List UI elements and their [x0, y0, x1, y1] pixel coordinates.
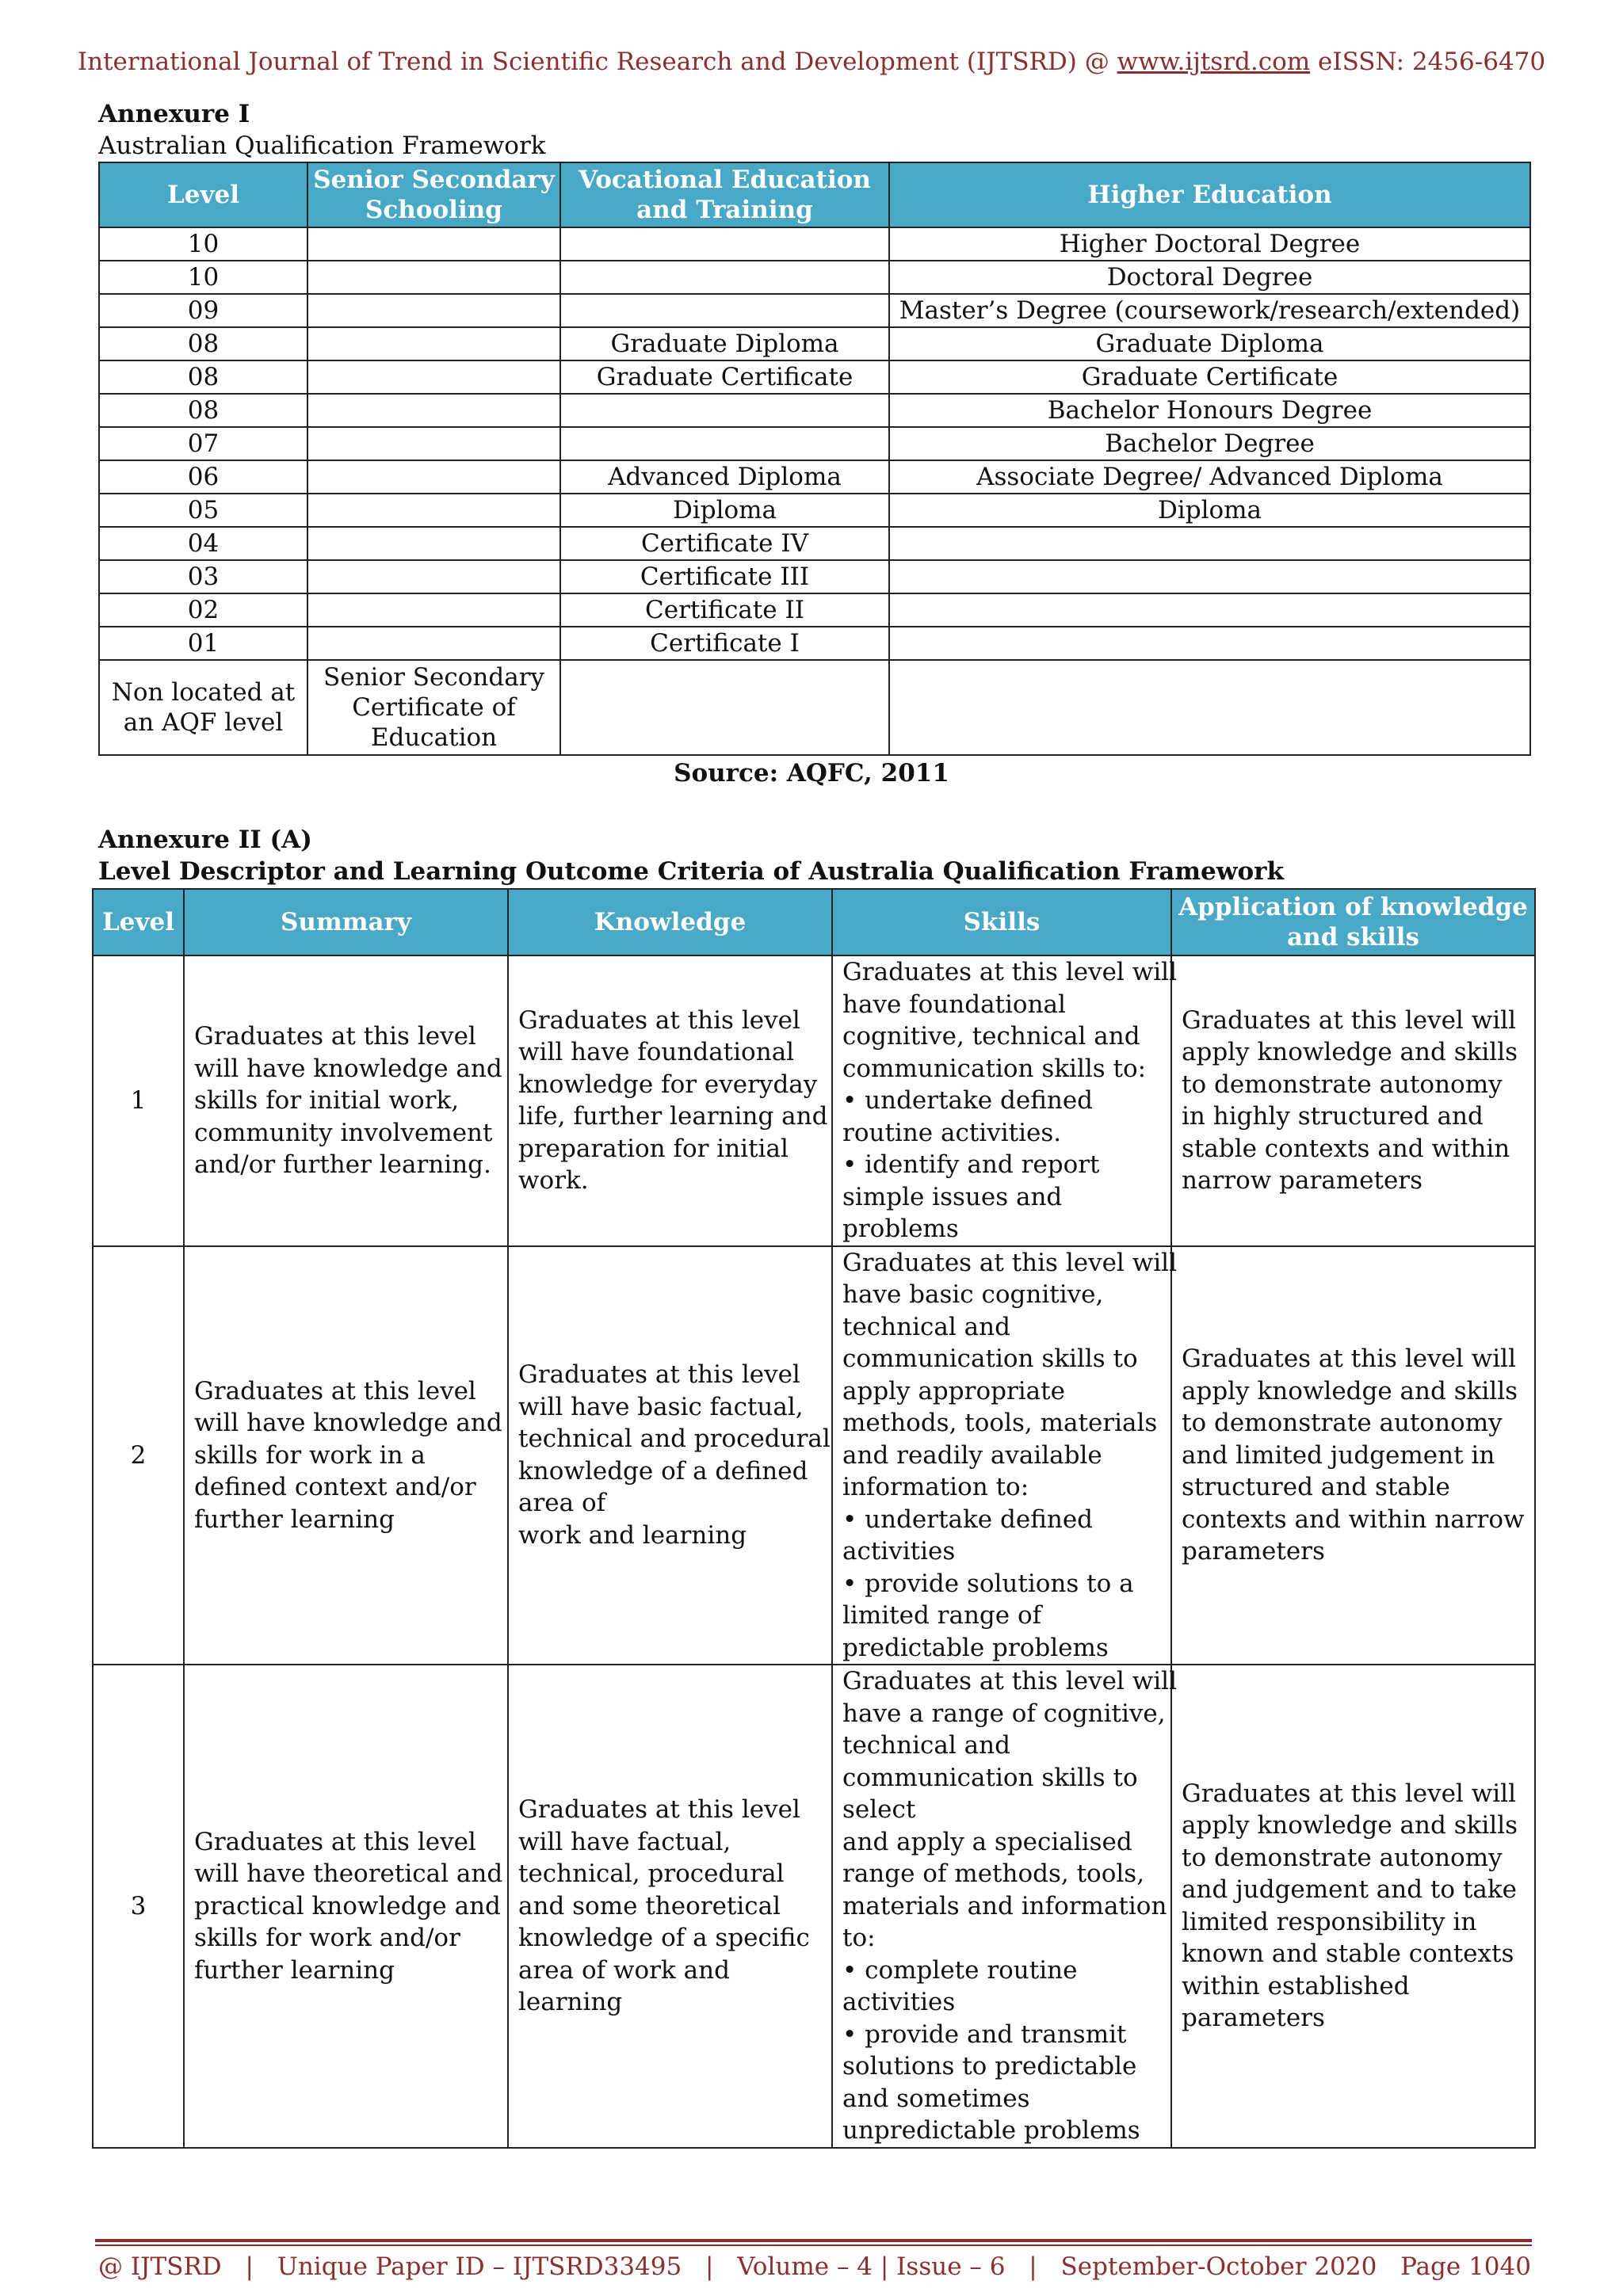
- aqf-cell-level: 05: [99, 494, 307, 527]
- footer-separator: |: [245, 2252, 254, 2281]
- aqf-cell-level: 02: [99, 593, 307, 627]
- aqf-cell-higher-education: Doctoral Degree: [889, 261, 1530, 294]
- ld-cell-summary: [184, 1665, 508, 2148]
- ld-cell-line: to:: [842, 1924, 876, 1952]
- aqf-cell-level: 06: [99, 460, 307, 494]
- aqf-row: [99, 294, 1530, 327]
- aqf-cell-senior-secondary: [307, 460, 560, 494]
- aqf-cell-vocational: Certificate I: [560, 627, 889, 660]
- ld-cell-line: apply knowledge and skills: [1182, 1038, 1518, 1067]
- ld-cell-skills: [832, 1665, 1177, 2148]
- aqf-cell-higher-education: Graduate Certificate: [889, 360, 1530, 394]
- aqf-cell-senior-secondary: Senior Secondary Certificate of Education: [307, 660, 560, 755]
- ld-cell-line: limited range of: [842, 1601, 1042, 1630]
- ld-cell-level: 3: [93, 1665, 184, 2148]
- ld-cell-summary: [184, 1246, 508, 1665]
- ld-cell-line: communication skills to: [842, 1763, 1138, 1792]
- ld-cell-line: activities: [842, 1537, 956, 1566]
- annexure-2-title: Annexure II (A): [98, 826, 312, 854]
- ld-cell-line: and/or further learning.: [194, 1150, 491, 1179]
- ld-cell-summary: [184, 955, 508, 1246]
- ld-col-summary: Summary: [184, 889, 508, 955]
- aqf-row: [99, 327, 1530, 360]
- ld-cell-line: known and stable contexts: [1182, 1939, 1514, 1969]
- ld-cell-line: further learning: [194, 1955, 395, 1985]
- ld-cell-line: Graduates at this level will: [1182, 1344, 1516, 1373]
- ld-cell-line: have foundational: [842, 990, 1066, 1019]
- aqf-row: [99, 593, 1530, 627]
- ld-cell-line: to demonstrate autonomy: [1182, 1070, 1503, 1099]
- ld-cell-line: and sometimes: [842, 2084, 1030, 2113]
- ld-cell-line: Graduates at this level: [194, 1376, 476, 1405]
- aqf-row: [99, 560, 1530, 593]
- ld-cell-line: in highly structured and: [1182, 1102, 1484, 1131]
- aqf-cell-senior-secondary: [307, 560, 560, 593]
- ld-cell-knowledge: [508, 1246, 832, 1665]
- ld-header-row: [93, 889, 1535, 955]
- ld-cell-line: will have theoretical and: [194, 1859, 503, 1888]
- ld-cell-line: work.: [518, 1166, 589, 1196]
- aqf-cell-level: 10: [99, 227, 307, 261]
- aqf-cell-senior-secondary: [307, 527, 560, 560]
- aqf-cell-senior-secondary: [307, 394, 560, 427]
- ld-cell-line: will have knowledge and: [194, 1054, 502, 1083]
- aqf-cell-level: 04: [99, 527, 307, 560]
- ld-cell-line: work and learning: [518, 1520, 747, 1550]
- ld-row: [93, 955, 1535, 1246]
- ld-cell-line: learning: [518, 1988, 623, 2016]
- ld-cell-line: narrow parameters: [1182, 1166, 1423, 1196]
- ld-cell-line: limited responsibility in: [1182, 1907, 1477, 1936]
- ld-cell-line: Graduates at this level: [518, 1360, 800, 1390]
- journal-header: [0, 48, 1623, 76]
- ld-cell-line: methods, tools, materials: [842, 1409, 1158, 1437]
- ld-cell-line: and apply a specialised: [842, 1827, 1132, 1856]
- aqf-cell-vocational: [560, 227, 889, 261]
- ld-cell-line: area of: [518, 1489, 606, 1518]
- aqf-cell-level: 07: [99, 427, 307, 460]
- ld-cell-line: technical and: [842, 1731, 1010, 1760]
- aqf-row: [99, 527, 1530, 560]
- aqf-row: [99, 627, 1530, 660]
- ld-cell-line: to demonstrate autonomy: [1182, 1843, 1503, 1872]
- ld-cell-line: routine activities.: [842, 1118, 1062, 1147]
- footer-rule: [95, 2239, 1532, 2242]
- ld-cell-line: to demonstrate autonomy: [1182, 1409, 1503, 1437]
- ld-cell-line: Graduates at this level will: [842, 1248, 1177, 1277]
- ld-cell-line: communication skills to:: [842, 1054, 1147, 1083]
- footer-separator: |: [705, 2252, 714, 2281]
- aqf-cell-level: 01: [99, 627, 307, 660]
- ld-cell-line: activities: [842, 1988, 956, 2016]
- footer-item: Page 1040: [1400, 2252, 1531, 2281]
- aqf-cell-higher-education: [889, 560, 1530, 593]
- aqf-cell-senior-secondary: [307, 593, 560, 627]
- aqf-row: [99, 427, 1530, 460]
- aqf-cell-vocational: Diploma: [560, 494, 889, 527]
- journal-issn: eISSN: 2456-6470: [1310, 48, 1546, 76]
- aqf-row: [99, 227, 1530, 261]
- ld-cell-line: will have basic factual,: [518, 1392, 804, 1421]
- aqf-cell-vocational: Graduate Diploma: [560, 327, 889, 360]
- ld-cell-line: Graduates at this level will: [842, 1667, 1177, 1695]
- aqf-cell-level: Non located at an AQF level: [99, 660, 307, 755]
- ld-col-knowledge: Knowledge: [508, 889, 832, 955]
- aqf-cell-level: 08: [99, 360, 307, 394]
- ld-cell-line: • undertake defined: [842, 1505, 1094, 1534]
- footer-item: Volume – 4 | Issue – 6: [737, 2252, 1006, 2281]
- ld-cell-line: materials and information: [842, 1891, 1167, 1920]
- ld-cell-line: predictable problems: [842, 1633, 1109, 1662]
- ld-cell-line: life, further learning and: [518, 1102, 828, 1131]
- aqf-cell-higher-education: [889, 660, 1530, 755]
- ld-cell-application: [1171, 1665, 1535, 2148]
- aqf-cell-senior-secondary: [307, 360, 560, 394]
- ld-cell-line: have a range of cognitive,: [842, 1699, 1166, 1728]
- aqf-source: Source: AQFC, 2011: [674, 759, 949, 788]
- ld-cell-application: [1171, 955, 1535, 1246]
- journal-title: International Journal of Trend in Scientific Research and Development (IJTSRD) @: [77, 48, 1117, 76]
- ld-cell-line: Graduates at this level will: [842, 958, 1177, 986]
- ld-cell-line: Graduates at this level will: [1182, 1779, 1516, 1808]
- aqf-cell-vocational: Certificate III: [560, 560, 889, 593]
- ld-cell-line: unpredictable problems: [842, 2116, 1140, 2145]
- aqf-cell-senior-secondary: [307, 261, 560, 294]
- ld-cell-line: will have foundational: [518, 1038, 795, 1067]
- ld-cell-line: will have knowledge and: [194, 1409, 502, 1437]
- ld-cell-line: parameters: [1182, 1537, 1325, 1566]
- aqf-cell-senior-secondary: [307, 494, 560, 527]
- ld-cell-skills: [832, 955, 1177, 1246]
- ld-cell-line: and limited judgement in: [1182, 1440, 1495, 1470]
- footer-item: Unique Paper ID – IJTSRD33495: [277, 2252, 682, 2281]
- ld-cell-line: simple issues and: [842, 1182, 1063, 1211]
- aqf-col-vocational: Vocational Education and Training: [560, 162, 889, 227]
- ld-row: [93, 1665, 1535, 2148]
- aqf-cell-level: 10: [99, 261, 307, 294]
- aqf-row-non-located: [99, 660, 1530, 755]
- aqf-header-row: [99, 162, 1530, 227]
- ld-cell-line: parameters: [1182, 2004, 1325, 2033]
- ld-cell-line: will have factual,: [518, 1827, 731, 1856]
- ld-col-level: Level: [93, 889, 184, 955]
- ld-cell-line: Graduates at this level: [518, 1795, 800, 1824]
- ld-cell-line: structured and stable: [1182, 1473, 1450, 1501]
- aqf-row: [99, 494, 1530, 527]
- aqf-cell-higher-education: [889, 593, 1530, 627]
- ld-cell-line: knowledge of a specific: [518, 1924, 810, 1952]
- ld-cell-line: • provide solutions to a: [842, 1569, 1134, 1598]
- ld-cell-line: • complete routine: [842, 1955, 1078, 1985]
- level-descriptor-table: [92, 888, 1536, 2149]
- ld-cell-line: and some theoretical: [518, 1891, 781, 1920]
- aqf-cell-higher-education: Bachelor Degree: [889, 427, 1530, 460]
- ld-cell-line: and readily available: [842, 1440, 1102, 1470]
- aqf-cell-level: 08: [99, 327, 307, 360]
- ld-cell-line: within established: [1182, 1971, 1410, 2000]
- ld-cell-line: area of work and: [518, 1955, 730, 1985]
- aqf-cell-vocational: Certificate II: [560, 593, 889, 627]
- ld-col-application: Application of knowledge and skills: [1171, 889, 1535, 955]
- aqf-cell-higher-education: Associate Degree/ Advanced Diploma: [889, 460, 1530, 494]
- ld-cell-line: Graduates at this level: [518, 1005, 800, 1035]
- ld-cell-line: Graduates at this level: [194, 1827, 476, 1856]
- annexure-2-subtitle: Level Descriptor and Learning Outcome Criteria of Australia Qualification Framework: [98, 857, 1284, 886]
- ld-cell-line: Graduates at this level will: [1182, 1005, 1516, 1035]
- aqf-col-level: Level: [99, 162, 307, 227]
- ld-cell-line: problems: [842, 1215, 959, 1243]
- ld-cell-line: Graduates at this level: [194, 1022, 476, 1051]
- aqf-cell-vocational: [560, 261, 889, 294]
- journal-website-link[interactable]: www.ijtsrd.com: [1117, 48, 1311, 76]
- page-footer: [98, 2252, 1531, 2281]
- ld-cell-line: knowledge of a defined: [518, 1456, 808, 1486]
- ld-cell-line: preparation for initial: [518, 1134, 789, 1163]
- aqf-cell-vocational: Advanced Diploma: [560, 460, 889, 494]
- ld-cell-line: technical and procedural: [518, 1425, 831, 1454]
- ld-cell-line: skills for work and/or: [194, 1924, 460, 1952]
- ld-cell-line: solutions to predictable: [842, 2052, 1137, 2081]
- aqf-row: [99, 460, 1530, 494]
- ld-cell-line: contexts and within narrow: [1182, 1505, 1525, 1534]
- aqf-cell-higher-education: Higher Doctoral Degree: [889, 227, 1530, 261]
- ld-cell-line: select: [842, 1795, 916, 1824]
- aqf-cell-vocational: [560, 394, 889, 427]
- aqf-cell-higher-education: Graduate Diploma: [889, 327, 1530, 360]
- aqf-cell-vocational: [560, 660, 889, 755]
- ld-cell-line: community involvement: [194, 1118, 493, 1147]
- annexure-1-title: Annexure I: [98, 100, 250, 128]
- aqf-row: [99, 261, 1530, 294]
- aqf-cell-senior-secondary: [307, 327, 560, 360]
- footer-separator: |: [1029, 2252, 1037, 2281]
- aqf-cell-vocational: [560, 294, 889, 327]
- ld-cell-line: apply knowledge and skills: [1182, 1376, 1518, 1405]
- ld-cell-line: • provide and transmit: [842, 2019, 1127, 2049]
- annexure-1-subtitle: Australian Qualification Framework: [98, 132, 546, 160]
- footer-item: @ IJTSRD: [98, 2252, 222, 2281]
- ld-cell-level: 2: [93, 1246, 184, 1665]
- ld-cell-line: apply appropriate: [842, 1376, 1065, 1405]
- ld-cell-line: further learning: [194, 1505, 395, 1534]
- ld-cell-line: technical and: [842, 1312, 1010, 1341]
- aqf-cell-senior-secondary: [307, 627, 560, 660]
- ld-cell-line: information to:: [842, 1473, 1029, 1501]
- aqf-cell-level: 09: [99, 294, 307, 327]
- aqf-cell-higher-education: [889, 527, 1530, 560]
- aqf-cell-higher-education: [889, 627, 1530, 660]
- aqf-cell-vocational: [560, 427, 889, 460]
- ld-cell-application: [1171, 1246, 1535, 1665]
- footer-item: September-October 2020: [1060, 2252, 1377, 2281]
- ld-cell-line: technical, procedural: [518, 1859, 785, 1888]
- aqf-row: [99, 394, 1530, 427]
- aqf-cell-higher-education: Diploma: [889, 494, 1530, 527]
- aqf-cell-senior-secondary: [307, 227, 560, 261]
- aqf-cell-higher-education: Bachelor Honours Degree: [889, 394, 1530, 427]
- aqf-cell-senior-secondary: [307, 427, 560, 460]
- aqf-col-higher-education: Higher Education: [889, 162, 1530, 227]
- ld-cell-line: cognitive, technical and: [842, 1022, 1140, 1051]
- ld-cell-line: practical knowledge and: [194, 1891, 501, 1920]
- ld-cell-line: • identify and report: [842, 1150, 1100, 1179]
- aqf-cell-level: 08: [99, 394, 307, 427]
- aqf-table: [98, 162, 1531, 756]
- aqf-cell-vocational: Certificate IV: [560, 527, 889, 560]
- ld-cell-line: • undertake defined: [842, 1086, 1094, 1115]
- ld-cell-line: stable contexts and within: [1182, 1134, 1510, 1163]
- ld-col-skills: Skills: [832, 889, 1171, 955]
- ld-cell-knowledge: [508, 955, 832, 1246]
- ld-cell-line: and judgement and to take: [1182, 1875, 1517, 1905]
- ld-cell-skills: [832, 1246, 1177, 1665]
- ld-cell-level: 1: [93, 955, 184, 1246]
- aqf-cell-senior-secondary: [307, 294, 560, 327]
- ld-cell-line: defined context and/or: [194, 1473, 476, 1501]
- aqf-row: [99, 360, 1530, 394]
- ld-cell-line: skills for initial work,: [194, 1086, 460, 1115]
- ld-cell-line: skills for work in a: [194, 1440, 426, 1470]
- ld-cell-knowledge: [508, 1665, 832, 2148]
- aqf-col-senior-secondary: Senior Secondary Schooling: [307, 162, 560, 227]
- aqf-cell-level: 03: [99, 560, 307, 593]
- ld-cell-line: knowledge for everyday: [518, 1070, 818, 1099]
- ld-cell-line: apply knowledge and skills: [1182, 1811, 1518, 1840]
- ld-cell-line: communication skills to: [842, 1344, 1138, 1373]
- aqf-cell-vocational: Graduate Certificate: [560, 360, 889, 394]
- footer-rule-thin: [95, 2245, 1532, 2246]
- ld-row: [93, 1246, 1535, 1665]
- ld-cell-line: have basic cognitive,: [842, 1280, 1104, 1309]
- ld-cell-line: range of methods, tools,: [842, 1859, 1145, 1888]
- aqf-cell-higher-education: Master’s Degree (coursework/research/extended): [889, 294, 1530, 327]
